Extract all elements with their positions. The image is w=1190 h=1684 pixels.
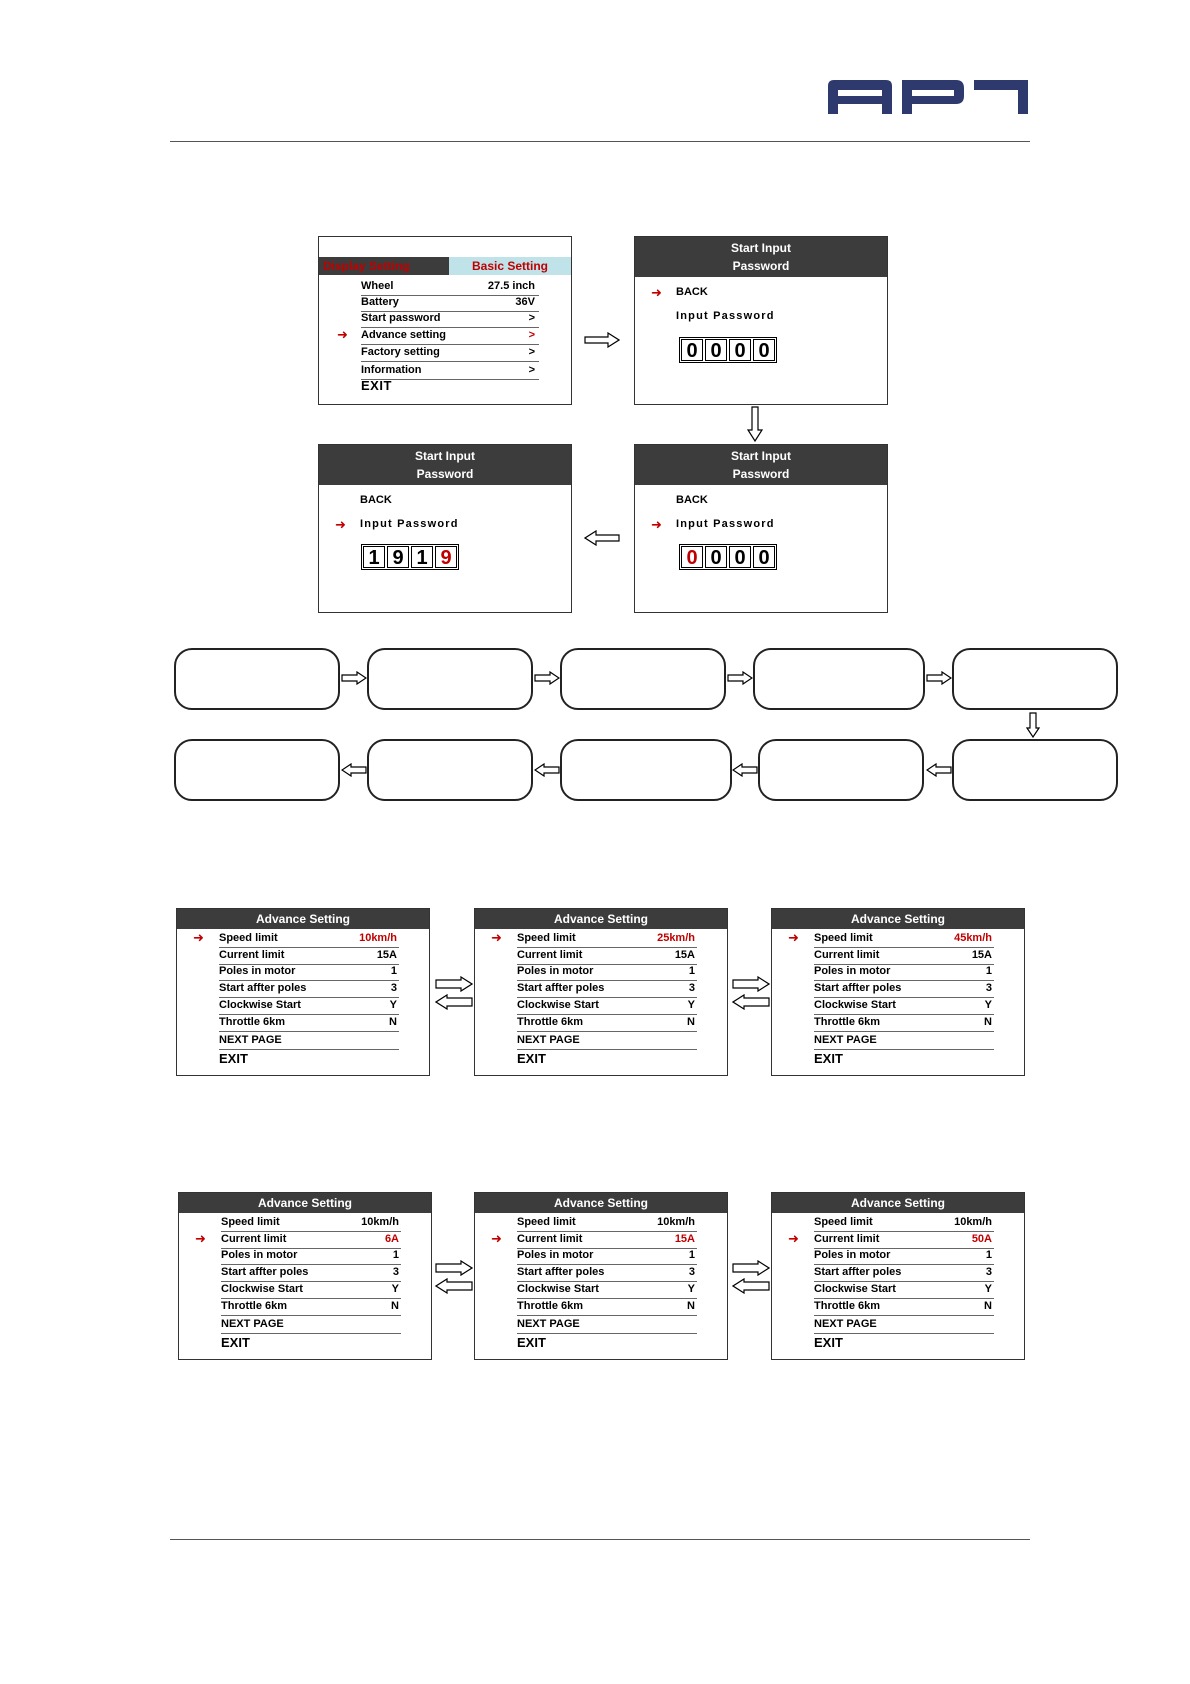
setting-row[interactable] xyxy=(814,1215,994,1232)
setting-row[interactable] xyxy=(517,1299,697,1316)
setting-label: Current limit xyxy=(814,1233,880,1245)
selection-arrow-icon: ➜ xyxy=(337,327,348,342)
input-password-label: Input Password xyxy=(676,310,775,322)
setting-value: 3 xyxy=(985,982,992,994)
password-digits[interactable] xyxy=(361,544,459,570)
setting-label: NEXT PAGE xyxy=(517,1318,580,1330)
title-line-1: Start Input xyxy=(731,241,791,255)
setting-value: N xyxy=(687,1300,695,1312)
setting-row[interactable] xyxy=(221,1232,401,1249)
digit-2[interactable]: 0 xyxy=(705,546,727,568)
panel-header xyxy=(319,445,571,485)
exit-button[interactable]: EXIT xyxy=(517,1335,546,1350)
advance-setting-panel xyxy=(178,1192,432,1360)
digit-1[interactable]: 1 xyxy=(363,546,385,568)
label: Information xyxy=(361,364,422,376)
exit-button[interactable]: EXIT xyxy=(221,1335,250,1350)
setting-label: NEXT PAGE xyxy=(814,1318,877,1330)
digit-4[interactable]: 0 xyxy=(753,546,775,568)
flow-box xyxy=(367,648,533,710)
setting-row[interactable] xyxy=(221,1248,401,1265)
setting-label: Clockwise Start xyxy=(219,999,301,1011)
setting-value: 3 xyxy=(390,982,397,994)
double-arrow-icon xyxy=(732,976,770,1010)
setting-row[interactable] xyxy=(517,1033,697,1050)
setting-row[interactable] xyxy=(814,948,994,965)
flow-box xyxy=(174,739,340,801)
digit-3[interactable]: 0 xyxy=(729,546,751,568)
setting-label: Start affter poles xyxy=(517,982,605,994)
advance-setting-panel xyxy=(771,908,1025,1076)
exit-button[interactable]: EXIT xyxy=(814,1051,843,1066)
tab-basic-setting[interactable]: Basic Setting xyxy=(449,257,571,275)
setting-value: Y xyxy=(687,1283,695,1295)
arrow-right-icon xyxy=(584,332,620,348)
setting-label: Current limit xyxy=(517,1233,583,1245)
setting-label: Speed limit xyxy=(814,932,873,944)
value: > xyxy=(528,312,535,324)
setting-value: 1 xyxy=(392,1249,399,1261)
setting-value: 10km/h xyxy=(359,932,397,944)
title-line-2: Password xyxy=(732,259,790,273)
setting-row[interactable] xyxy=(517,1317,697,1334)
digit-3[interactable]: 0 xyxy=(729,339,751,361)
digit-1[interactable]: 0 xyxy=(681,339,703,361)
setting-row[interactable] xyxy=(814,1282,994,1299)
setting-value: 1 xyxy=(985,1249,992,1261)
setting-value: 15A xyxy=(674,949,695,961)
selection-arrow-icon: ➜ xyxy=(651,517,662,532)
value: > xyxy=(528,364,535,376)
panel-title: Advance Setting xyxy=(772,1193,1024,1213)
exit-button[interactable]: EXIT xyxy=(361,378,392,393)
setting-row[interactable] xyxy=(517,1248,697,1265)
double-arrow-icon xyxy=(435,1260,473,1294)
header-rule xyxy=(170,141,1030,142)
label: Battery xyxy=(361,296,399,308)
setting-value: 3 xyxy=(688,1266,695,1278)
setting-value: N xyxy=(984,1016,992,1028)
setting-row[interactable] xyxy=(517,1265,697,1282)
value: 27.5 inch xyxy=(487,280,535,292)
setting-row[interactable] xyxy=(221,1265,401,1282)
setting-row[interactable] xyxy=(221,1215,401,1232)
exit-button[interactable]: EXIT xyxy=(814,1335,843,1350)
back-button[interactable]: BACK xyxy=(676,286,708,298)
setting-start-password[interactable] xyxy=(361,311,539,328)
setting-label: Poles in motor xyxy=(221,1249,298,1261)
setting-row[interactable] xyxy=(814,1015,994,1032)
setting-row[interactable] xyxy=(814,1299,994,1316)
label: Factory setting xyxy=(361,346,440,358)
panel-title: Advance Setting xyxy=(772,909,1024,929)
setting-label: Throttle 6km xyxy=(814,1300,881,1312)
arrow-left-icon xyxy=(926,763,952,777)
setting-row[interactable] xyxy=(814,964,994,981)
setting-value: 50A xyxy=(971,1233,992,1245)
title-line-2: Password xyxy=(416,467,474,481)
setting-value: 3 xyxy=(688,982,695,994)
setting-row[interactable] xyxy=(814,1265,994,1282)
setting-label: Start affter poles xyxy=(221,1266,309,1278)
password-digits[interactable] xyxy=(679,337,777,363)
flow-box xyxy=(560,739,732,801)
password-panel-initial xyxy=(634,236,888,405)
selection-arrow-icon: ➜ xyxy=(195,1231,206,1246)
panel-title: Advance Setting xyxy=(179,1193,431,1213)
setting-label: Throttle 6km xyxy=(219,1016,286,1028)
setting-label: Clockwise Start xyxy=(517,999,599,1011)
advance-setting-panel xyxy=(771,1192,1025,1360)
exit-button[interactable]: EXIT xyxy=(219,1051,248,1066)
title-line-2: Password xyxy=(732,467,790,481)
selection-arrow-icon: ➜ xyxy=(788,1231,799,1246)
setting-label: Speed limit xyxy=(517,932,576,944)
setting-label: Start affter poles xyxy=(814,982,902,994)
digit-3[interactable]: 1 xyxy=(411,546,433,568)
setting-label: Speed limit xyxy=(221,1216,280,1228)
digit-4[interactable]: 0 xyxy=(753,339,775,361)
footer-rule xyxy=(170,1539,1030,1540)
setting-label: Clockwise Start xyxy=(517,1283,599,1295)
flow-box xyxy=(758,739,924,801)
setting-value: Y xyxy=(984,1283,992,1295)
setting-factory[interactable] xyxy=(361,345,539,362)
label: Advance setting xyxy=(361,329,446,341)
selection-arrow-icon: ➜ xyxy=(491,930,502,945)
setting-row[interactable] xyxy=(517,931,697,948)
setting-row[interactable] xyxy=(814,931,994,948)
setting-row[interactable] xyxy=(814,1232,994,1249)
advance-setting-panel xyxy=(474,908,728,1076)
setting-value: N xyxy=(389,1016,397,1028)
setting-label: Poles in motor xyxy=(517,1249,594,1261)
selection-arrow-icon: ➜ xyxy=(788,930,799,945)
setting-value: 1 xyxy=(390,965,397,977)
setting-row[interactable] xyxy=(517,1215,697,1232)
label: Wheel xyxy=(361,280,394,292)
setting-value: 10km/h xyxy=(657,1216,695,1228)
setting-row[interactable] xyxy=(219,1033,399,1050)
exit-button[interactable]: EXIT xyxy=(517,1051,546,1066)
setting-value: 15A xyxy=(674,1233,695,1245)
digit-2[interactable]: 0 xyxy=(705,339,727,361)
setting-value: Y xyxy=(687,999,695,1011)
setting-value: N xyxy=(391,1300,399,1312)
setting-label: Current limit xyxy=(814,949,880,961)
setting-row[interactable] xyxy=(517,981,697,998)
selection-arrow-icon: ➜ xyxy=(651,285,662,300)
digit-1[interactable]: 0 xyxy=(681,546,703,568)
advance-setting-panel xyxy=(474,1192,728,1360)
selection-arrow-icon: ➜ xyxy=(335,517,346,532)
tab-display-setting[interactable]: Display Setting xyxy=(323,259,410,273)
setting-label: Clockwise Start xyxy=(221,1283,303,1295)
setting-label: Speed limit xyxy=(517,1216,576,1228)
setting-row[interactable] xyxy=(221,1317,401,1334)
double-arrow-icon xyxy=(732,1260,770,1294)
setting-row[interactable] xyxy=(219,948,399,965)
setting-row[interactable] xyxy=(221,1299,401,1316)
setting-label: Poles in motor xyxy=(219,965,296,977)
setting-row[interactable] xyxy=(814,998,994,1015)
setting-advance[interactable] xyxy=(361,328,539,345)
label: Start password xyxy=(361,312,441,324)
setting-row[interactable] xyxy=(219,964,399,981)
arrow-right-icon xyxy=(926,671,952,685)
flow-box xyxy=(753,648,925,710)
input-password-label: Input Password xyxy=(676,518,775,530)
setting-value: 10km/h xyxy=(361,1216,399,1228)
setting-value: 15A xyxy=(376,949,397,961)
setting-label: Speed limit xyxy=(814,1216,873,1228)
setting-row[interactable] xyxy=(517,948,697,965)
setting-label: Clockwise Start xyxy=(814,1283,896,1295)
arrow-left-icon xyxy=(584,530,620,546)
password-panel-editing xyxy=(634,444,888,613)
setting-label: Start affter poles xyxy=(814,1266,902,1278)
setting-row[interactable] xyxy=(517,1232,697,1249)
setting-row[interactable] xyxy=(814,981,994,998)
value: 36V xyxy=(515,296,535,308)
arrow-right-icon xyxy=(727,671,753,685)
setting-label: Poles in motor xyxy=(517,965,594,977)
panel-title: Advance Setting xyxy=(475,1193,727,1213)
setting-battery[interactable] xyxy=(361,295,539,312)
setting-value: Y xyxy=(389,999,397,1011)
setting-value: 1 xyxy=(688,965,695,977)
setting-value: Y xyxy=(391,1283,399,1295)
advance-setting-panel xyxy=(176,908,430,1076)
panel-header xyxy=(635,237,887,277)
setting-value: 10km/h xyxy=(954,1216,992,1228)
arrow-down-icon xyxy=(1026,712,1040,738)
value: > xyxy=(528,329,535,341)
input-password-label: Input Password xyxy=(360,518,459,530)
setting-row[interactable] xyxy=(517,1015,697,1032)
arrow-left-icon xyxy=(534,763,560,777)
flow-box xyxy=(560,648,726,710)
setting-value: N xyxy=(984,1300,992,1312)
setting-value: 45km/h xyxy=(954,932,992,944)
password-digits[interactable] xyxy=(679,544,777,570)
back-button[interactable]: BACK xyxy=(360,494,392,506)
flow-box xyxy=(952,739,1118,801)
setting-row[interactable] xyxy=(814,1248,994,1265)
value: > xyxy=(528,346,535,358)
arrow-left-icon xyxy=(732,763,758,777)
arrow-left-icon xyxy=(341,763,367,777)
setting-label: Poles in motor xyxy=(814,965,891,977)
setting-label: Clockwise Start xyxy=(814,999,896,1011)
setting-label: Current limit xyxy=(221,1233,287,1245)
flow-box xyxy=(367,739,533,801)
setting-label: NEXT PAGE xyxy=(517,1034,580,1046)
setting-label: Throttle 6km xyxy=(221,1300,288,1312)
double-arrow-icon xyxy=(435,976,473,1010)
setting-row[interactable] xyxy=(814,1033,994,1050)
panel-title: Advance Setting xyxy=(177,909,429,929)
setting-label: NEXT PAGE xyxy=(814,1034,877,1046)
setting-value: 1 xyxy=(688,1249,695,1261)
setting-row[interactable] xyxy=(219,981,399,998)
setting-wheel[interactable] xyxy=(361,279,539,296)
setting-row[interactable] xyxy=(517,998,697,1015)
setting-label: Current limit xyxy=(219,949,285,961)
setting-value: 3 xyxy=(392,1266,399,1278)
setting-label: Current limit xyxy=(517,949,583,961)
setting-label: Poles in motor xyxy=(814,1249,891,1261)
setting-label: NEXT PAGE xyxy=(219,1034,282,1046)
flow-box xyxy=(952,648,1118,710)
setting-value: Y xyxy=(984,999,992,1011)
selection-arrow-icon: ➜ xyxy=(491,1231,502,1246)
setting-label: Start affter poles xyxy=(517,1266,605,1278)
basic-setting-panel xyxy=(318,236,572,405)
setting-row[interactable] xyxy=(221,1282,401,1299)
digit-4[interactable]: 9 xyxy=(435,546,457,568)
setting-label: Throttle 6km xyxy=(517,1300,584,1312)
password-panel-entered xyxy=(318,444,572,613)
arrow-right-icon xyxy=(534,671,560,685)
setting-row[interactable] xyxy=(219,1015,399,1032)
panel-header xyxy=(635,445,887,485)
title-line-1: Start Input xyxy=(415,449,475,463)
setting-value: 1 xyxy=(985,965,992,977)
setting-value: 15A xyxy=(971,949,992,961)
setting-value: 6A xyxy=(384,1233,399,1245)
arrow-down-icon xyxy=(747,406,763,442)
setting-row[interactable] xyxy=(517,1282,697,1299)
panel-title: Advance Setting xyxy=(475,909,727,929)
apt-logo xyxy=(828,80,1028,114)
setting-label: Speed limit xyxy=(219,932,278,944)
setting-label: Throttle 6km xyxy=(814,1016,881,1028)
setting-value: 25km/h xyxy=(657,932,695,944)
back-button[interactable]: BACK xyxy=(676,494,708,506)
setting-label: Start affter poles xyxy=(219,982,307,994)
arrow-right-icon xyxy=(341,671,367,685)
setting-row[interactable] xyxy=(517,964,697,981)
setting-label: NEXT PAGE xyxy=(221,1318,284,1330)
flow-box xyxy=(174,648,340,710)
setting-label: Throttle 6km xyxy=(517,1016,584,1028)
setting-row[interactable] xyxy=(219,998,399,1015)
title-line-1: Start Input xyxy=(731,449,791,463)
setting-value: 3 xyxy=(985,1266,992,1278)
setting-row[interactable] xyxy=(219,931,399,948)
selection-arrow-icon: ➜ xyxy=(193,930,204,945)
digit-2[interactable]: 9 xyxy=(387,546,409,568)
setting-value: N xyxy=(687,1016,695,1028)
setting-row[interactable] xyxy=(814,1317,994,1334)
